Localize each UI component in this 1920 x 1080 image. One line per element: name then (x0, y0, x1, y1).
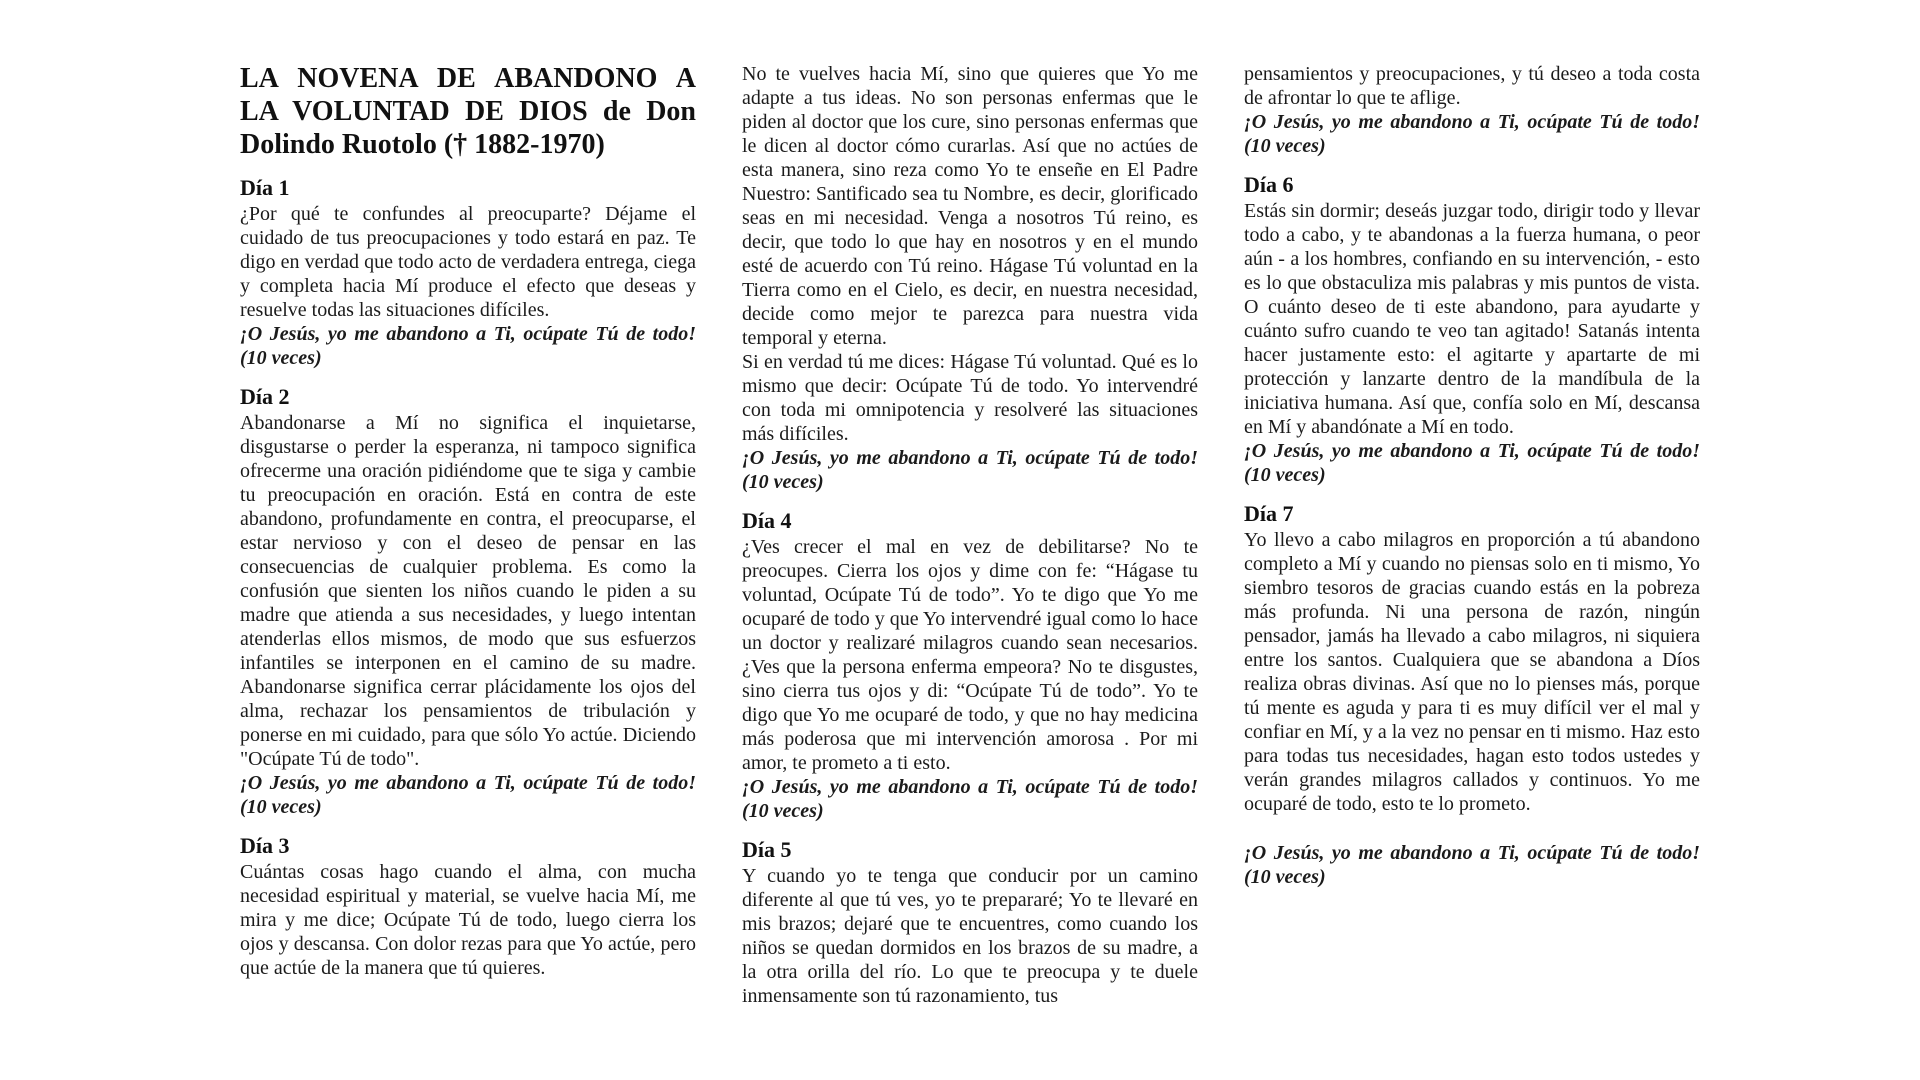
title-line-2: LA VOLUNTAD DE DIOS de Don (240, 96, 696, 127)
dia-4-body: ¿Ves crecer el mal en vez de debilitarse? No te preocupes. Cierra los ojos y dime con fe: “Hágase tu voluntad, Ocúpate Tú de todo”. Yo te digo que Yo me ocuparé de todo y que Yo intervendré igual como lo hace un doctor y realizaré milagros cuando sean necesarios. ¿Ves que la persona enferma empeora? No te disgustes, sino cierra tus ojos y di: “Ocúpate Tú de todo”. Yo te digo que Yo me ocuparé de todo, y que no hay medicina más poderosa que mi intervención amorosa . Por mi amor, te prometo a ti esto. (742, 536, 1198, 774)
dia-2-body: Abandonarse a Mí no significa el inquietarse, disgustarse o perder la esperanza, ni tampoco significa ofrecerme una oración pidiéndome que te siga y cambie tu preocupación en oración. Está en contra de este abandono, profundamente en contra, el preocuparse, el estar nervioso y con el deseo de pensar en las consecuencias de cualquier problema. Es como la confusión que sienten los niños cuando le piden a su madre que atienda a sus necesidades, y luego intentan atenderlas ellos mismos, de modo que sus esfuerzos infantiles se interponen en el camino de su madre. Abandonarse significa cerrar plácidamente los ojos del alma, rechazar los pensamientos de tribulación y ponerse en mi cuidado, para que sólo Yo actúe. Diciendo "Ocúpate Tú de todo". (240, 412, 696, 770)
dia-6-prayer: ¡O Jesús, yo me abandono a Ti, ocúpate Tú de todo! (10 veces) (1244, 440, 1700, 486)
dia-3-heading: Día 3 (240, 833, 290, 858)
dia-2-heading: Día 2 (240, 384, 290, 409)
dia-7-heading: Día 7 (1244, 501, 1294, 526)
column-3 (1244, 62, 1700, 1008)
dia-1-prayer: ¡O Jesús, yo me abandono a Ti, ocúpate Tú de todo! (10 veces) (240, 323, 696, 369)
dia-6-heading: Día 6 (1244, 172, 1294, 197)
dia-4-heading: Día 4 (742, 508, 792, 533)
document-page (240, 62, 1702, 1008)
section-dia-1 (240, 175, 696, 370)
title-line-3: Dolindo Ruotolo († 1882-1970) (240, 129, 605, 160)
column-1 (240, 62, 696, 1008)
section-dia-3 (240, 833, 696, 980)
document-title (240, 62, 696, 161)
dia-5-prayer: ¡O Jesús, yo me abandono a Ti, ocúpate Tú de todo! (10 veces) (1244, 111, 1700, 157)
dia-3-prayer: ¡O Jesús, yo me abandono a Ti, ocúpate Tú de todo! (10 veces) (742, 447, 1198, 493)
dia-3-body: Cuántas cosas hago cuando el alma, con mucha necesidad espiritual y material, se vuelve hacia Mí, me mira y me dice; Ocúpate Tú de todo, luego cierra los ojos y descansa. Con dolor rezas para que Yo actúe, pero que actúe de la manera que tú quieres. (240, 861, 696, 979)
final-prayer: ¡O Jesús, yo me abandono a Ti, ocúpate Tú de todo! (10 veces) (1244, 842, 1700, 888)
dia-1-heading: Día 1 (240, 175, 290, 200)
dia-7-body: Yo llevo a cabo milagros en proporción a tú abandono completo a Mí y cuando no piensas solo en ti mismo, Yo siembro tesoros de gracias cuando estás en la pobreza más profunda. Ni una persona de razón, ningún pensador, jamás ha llevado a cabo milagros, ni siquiera entre los santos. Cualquiera que se abandona a Díos realiza obras divinas. Así que no lo pienses más, porque tú mente es aguda y para ti es muy difícil ver el mal y confiar en Mí, y a la vez no pensar en ti mismo. Haz esto para todas tus necesidades, hagan esto todos ustedes y verán grandes milagros callados y continuos. Yo me ocuparé de todo, esto te lo prometo. (1244, 529, 1700, 815)
dia-2-prayer: ¡O Jesús, yo me abandono a Ti, ocúpate Tú de todo! (10 veces) (240, 772, 696, 818)
dia-5-body: Y cuando yo te tenga que conducir por un camino diferente al que tú ves, yo te prepararé; Yo te llevaré en mis brazos; dejaré que te encuentres, como cuando los niños se quedan dormidos en los brazos de su madre, a la otra orilla del río. Lo que te preocupa y te duele inmensamente son tú razonamiento, tus (742, 865, 1198, 1007)
dia-5-body-continuation: pensamientos y preocupaciones, y tú deseo a toda costa de afrontar lo que te aflige. (1244, 63, 1700, 109)
section-dia-7 (1244, 501, 1700, 816)
section-dia-6 (1244, 172, 1700, 487)
section-dia-4 (742, 508, 1198, 823)
section-dia-5 (742, 837, 1198, 1008)
dia-3-body-continuation-2: Si en verdad tú me dices: Hágase Tú voluntad. Qué es lo mismo que decir: Ocúpate Tú de todo. Yo intervendré con toda mi omnipotencia y resolveré las situaciones más difíciles. (742, 351, 1198, 445)
column-2 (742, 62, 1198, 1008)
section-dia-2 (240, 384, 696, 819)
dia-5-heading: Día 5 (742, 837, 792, 862)
dia-6-body: Estás sin dormir; deseás juzgar todo, dirigir todo y llevar todo a cabo, y te abandonas a la fuerza humana, o peor aún - a los hombres, confiando en su intervención, - esto es lo que obstaculiza mis palabras y mis puntos de vista. O cuánto deseo de ti este abandono, para ayudarte y cuánto sufro cuando te veo tan agitado! Satanás intenta hacer justamente esto: el agitarte y apartarte de mi protección y lanzarte dentro de la mandíbula de la iniciativa humana. Así que, confía solo en Mí, descansa en Mí y abandónate a Mí en todo. (1244, 200, 1700, 438)
dia-3-body-continuation-1: No te vuelves hacia Mí, sino que quieres que Yo me adapte a tus ideas. No son personas enfermas que le piden al doctor que los cure, sino personas enfermas que le dicen al doctor cómo curarlas. Así que no actúes de esta manera, sino reza como Yo te enseñe en El Padre Nuestro: Santificado sea tu Nombre, es decir, glorificado seas en mi necesidad. Venga a nosotros Tú reino, es decir, que todo lo que hay en nosotros y en el mundo esté de acuerdo con Tú reino. Hágase Tú voluntad en la Tierra como en el Cielo, es decir, en nuestra necesidad, decide como mejor te parezca para nuestra vida temporal y eterna. (742, 63, 1198, 349)
dia-1-body: ¿Por qué te confundes al preocuparte? Déjame el cuidado de tus preocupaciones y todo estará en paz. Te digo en verdad que todo acto de verdadera entrega, ciega y completa hacia Mí produce el efecto que deseas y resuelve todas las situaciones difíciles. (240, 203, 696, 321)
title-line-1: LA NOVENA DE ABANDONO A (240, 63, 696, 94)
dia-4-prayer: ¡O Jesús, yo me abandono a Ti, ocúpate Tú de todo! (10 veces) (742, 776, 1198, 822)
